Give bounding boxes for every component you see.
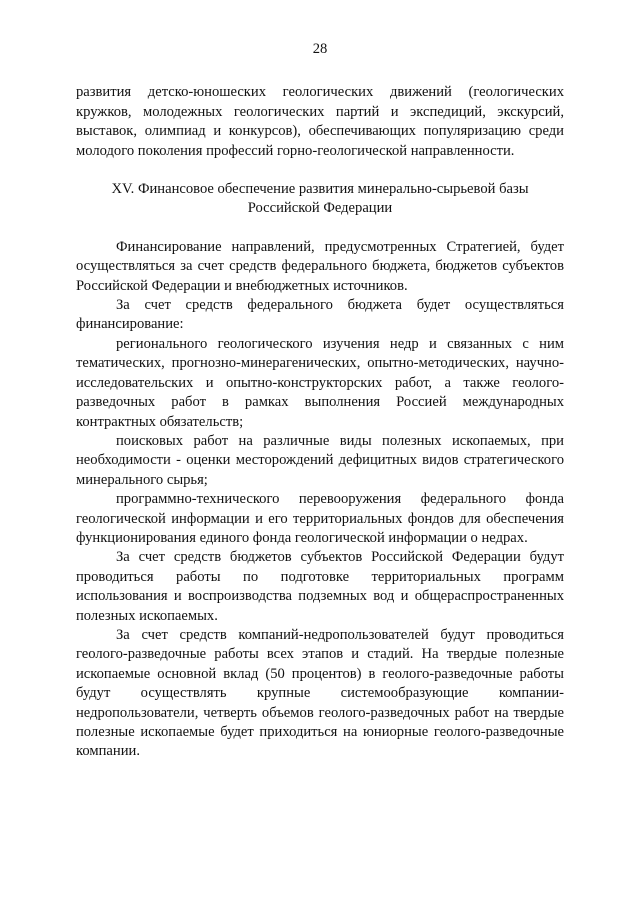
paragraph-prospecting: поисковых работ на различные виды полезных ископаемых, при необходимости - оценки месторождений дефицитных видов стратегического минерального сырья; <box>76 432 564 488</box>
paragraph-financing-sources: Финансирование направлений, предусмотренных Стратегией, будет осуществляться за счет средств федерального бюджета, бюджетов субъектов Российской Федерации и внебюджетных источников. <box>76 238 564 294</box>
paragraph-regional-study: регионального геологического изучения недр и связанных с ним тематических, прогнозно-минерагенических, опытно-методических, научно-исследовательских и опытно-конструкторских работ, а также геолого-разведочных работ в рамках выполнения Россией международных контрактных обязательств; <box>76 335 564 430</box>
paragraph-regional-budgets: За счет средств бюджетов субъектов Российской Федерации будут проводиться работы по подготовке территориальных программ использования и воспроизводства подземных вод и общераспространенных полезных ископаемых. <box>76 549 564 624</box>
section-heading-line2: Российской Федерации <box>247 200 393 217</box>
paragraph-companies: За счет средств компаний-недропользователей будут проводиться геолого-разведочные работы всех этапов и стадий. На твердые полезные ископаемые основной вклад (50 процентов) в геолого-разведочные работы будут осуществлять крупные системообразующие компании-недропользователи, четверть объемов геолого-разведочных работ на твердые полезные ископаемые будет приходиться на юниорные геолого-разведочные компании. <box>76 626 564 760</box>
page-number: 28 <box>312 41 328 57</box>
section-heading <box>76 180 564 219</box>
section-heading-line1: XV. Финансовое обеспечение развития минерально-сырьевой базы <box>111 181 529 198</box>
intro-continuation-paragraph: развития детско-юношеских геологических движений (геологических кружков, молодежных геологических партий и экспедиций, экскурсий, выставок, олимпиад и конкурсов), обеспечивающих популяризацию среди молодого поколения профессий горно-геологической направленности. <box>76 84 564 159</box>
paragraph-federal-budget: За счет средств федерального бюджета будет осуществляться финансирование: <box>76 297 564 333</box>
paragraph-re-equipment: программно-технического перевооружения федерального фонда геологической информации и его территориальных фондов для обеспечения функционирования единого фонда геологической информации о недрах. <box>76 491 564 546</box>
spacer <box>76 219 564 238</box>
spacer <box>76 161 564 180</box>
